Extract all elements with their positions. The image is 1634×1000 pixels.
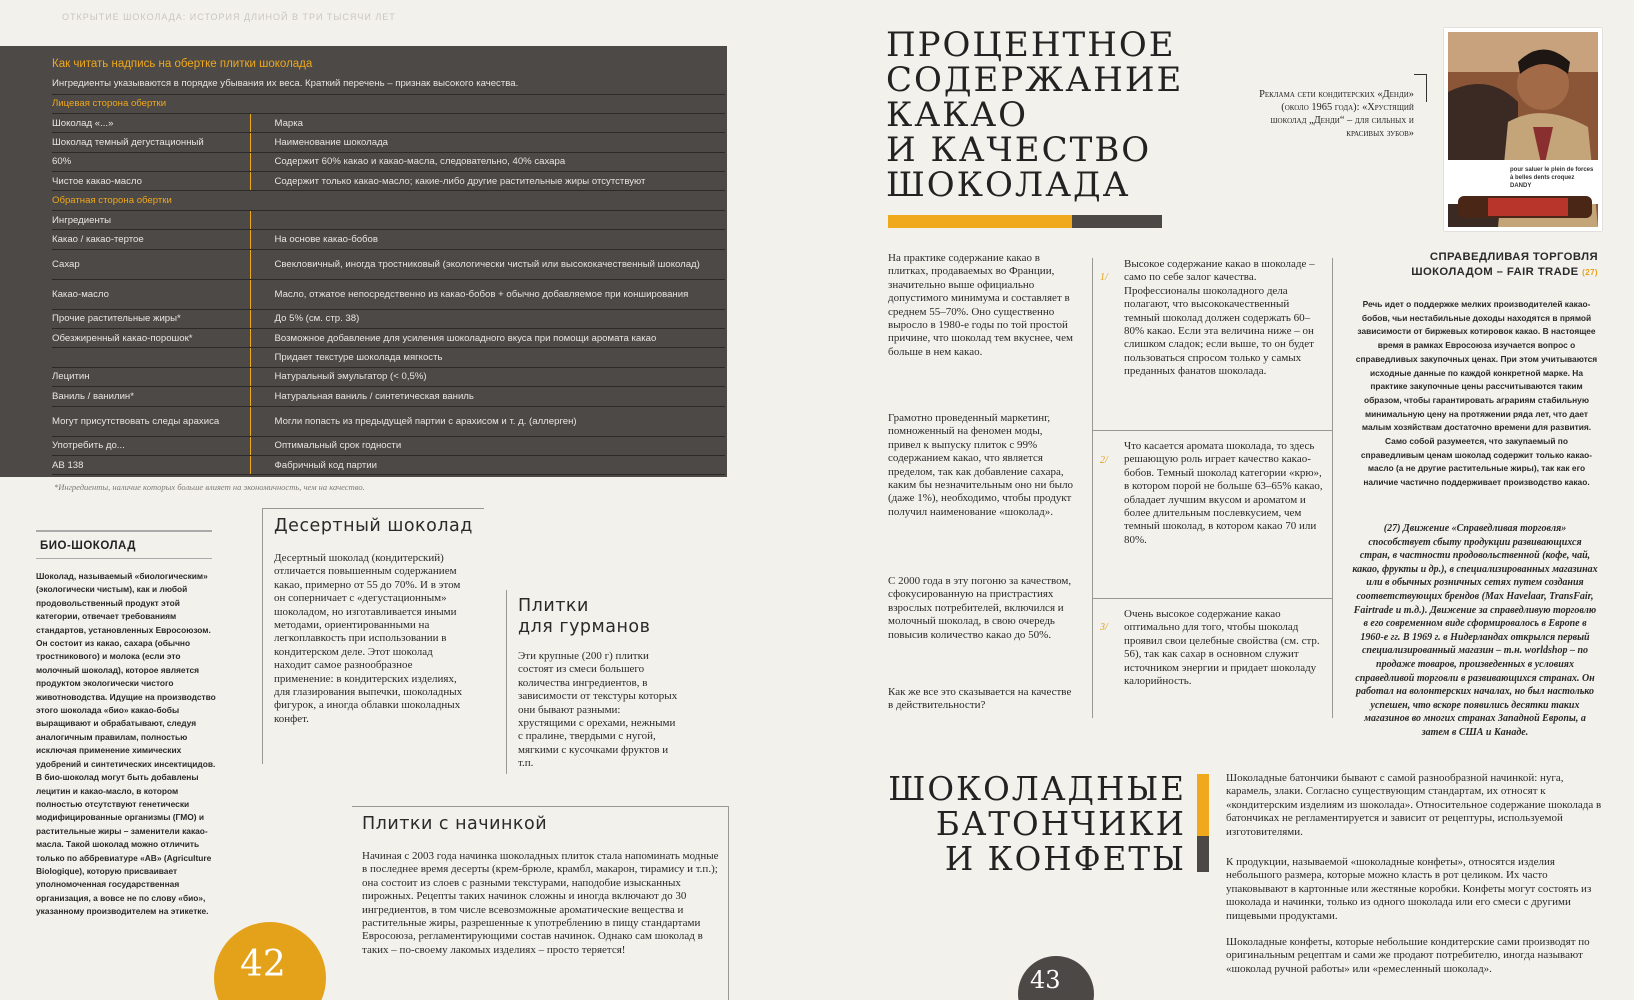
cocoa-title <box>886 25 1184 205</box>
table-row <box>52 249 725 279</box>
cocoa-title-line: ШОКОЛАДА <box>886 165 1131 205</box>
table-row <box>52 367 725 386</box>
fair-trade-ref: (27) <box>1582 268 1598 277</box>
bio-heading: БИО-ШОКОЛАД <box>40 540 136 552</box>
bars-gray-bar <box>1197 836 1209 872</box>
cocoa-para-4: Как же все это сказывается на качестве в действительности? <box>888 686 1072 712</box>
cocoa-title-line: СОДЕРЖАНИЕ <box>886 60 1184 100</box>
table-term-cell: Сахар <box>52 249 250 279</box>
gourmet-heading-line1: Плитки <box>518 596 589 616</box>
table-row <box>52 152 725 171</box>
gourmet-body: Эти крупные (200 г) плитки состоят из смеси большего количества ингредиентов, в зависимости от текстуры которых они бывают разными: хрустящими с орехами, нежными с пралине, твердыми с нугой, мягкими с кусочками фруктов и т.п. <box>518 650 678 770</box>
fair-trade-title: СПРАВЕДЛИВАЯ ТОРГОВЛЯ ШОКОЛАДОМ – FAIR TRADE <box>1411 251 1598 278</box>
point-1-text: Высокое содержание какао в шоколаде – само по себе залог качества. Профессионалы шоколадного дела полагают, что высококачественный темный шоколад должен содержать 60–80% какао. Если эта величина ниже – он слишком сладок; если выше, то он будет пользоваться спросом только у самых преданных фанатов шоколада. <box>1124 258 1315 378</box>
page-number-left: 42 <box>240 944 286 985</box>
table-row <box>52 348 725 367</box>
bio-body: Шоколад, называемый «биологическим» (экологически чистым), как и любой продовольственный продукт этой категории, отвечает требованиям стандартов, установленных Евросоюзом. Он состоит из какао, сахара (обычно тростникового) и молока (если это молочный шоколад), которое является продуктом экологически чистого животноводства. Идущие на производство этого шоколада «био» какао-бобы выращивают и обрабатывают, следуя аналогичным правилам, полностью исключая применение химических удобрений и синтетических инсектицидов. В био-шоколад могут быть добавлены лецитин и какао-масло, в котором полностью отсутствуют генетически модифицированные организмы (ГМО) и растительные жиры – заменители какао-масла. Такой шоколад можно отличить только по аббревиатуре «AB» (Agriculture Biologique), которую присваивает уполномоченная госудаpственная организация, а вовсе не по слову «био», указанному производителем на этикетке. <box>36 571 216 917</box>
section-header-back <box>52 191 725 210</box>
table-row <box>52 309 725 328</box>
title-bar-accent <box>888 215 1072 228</box>
table-desc-cell: На основе какао-бобов <box>250 230 725 249</box>
gourmet-vrule <box>506 590 507 774</box>
point-2-marker: 2/ <box>1100 455 1108 466</box>
point-3-text: Очень высокое содержание какао оптимально для того, чтобы шоколад проявил свои целебные свойства (см. стр. 56), так как сахар в основном служит источником энергии и придает шоколаду калорийность. <box>1124 608 1320 688</box>
bio-heading-rule <box>36 558 212 559</box>
bars-title-line: И КОНФЕТЫ <box>944 840 1186 878</box>
bars-para-1: Шоколадные батончики бывают с самой разнообразной начинкой: нуга, карамель, злаки. Согласно существующим стандартам, их относят к «кондитерским изделиям из шоколада». Относительное содержание шоколада в батончиках не регламентируется и зависит от рецептуры, используемой изготовителями. <box>1226 772 1602 838</box>
running-head: ОТКРЫТИЕ ШОКОЛАДА: ИСТОРИЯ ДЛИНОЙ В ТРИ ТЫСЯЧИ ЛЕТ <box>62 12 396 22</box>
bars-para-3: Шоколадные конфеты, которые небольшие кондитерские сами производят по оригинальным рецептам и сами же продают потребителю, иногда называют «шоколад ручной работы» или «ремесленный шоколад». <box>1226 936 1590 975</box>
table-desc-cell: Фабричный код партии <box>250 455 725 474</box>
gourmet-heading <box>518 596 650 638</box>
filled-body: Начиная с 2003 года начинка шоколадных плиток стала напоминать модные в последнее время десерты (крем-брюле, крамбл, макарон, тирамису и т.п.); она состоит из слоев с разными текстурами, наподобие изысканных пирожных. Рецепты таких начинок сложны и иногда включают до 30 ингредиентов, в том числе всевозможные ароматические вещества и растительные жиры, разрешенные к употреблению в пищу стандартами Евросоюза, регламентирующими состав начинок. Однако сам шоколад в таких – по-своему лакомых изделиях – просто теряется! <box>362 850 719 956</box>
table-row <box>52 329 725 348</box>
table-term-cell: Могут присутствовать следы арахиса <box>52 406 250 436</box>
filled-heading: Плитки с начинкой <box>362 814 548 834</box>
table-row <box>52 133 725 152</box>
table-desc-cell <box>250 210 725 229</box>
filled-vrule <box>728 806 729 1000</box>
dessert-heading: Десертный шоколад <box>274 516 473 536</box>
points-divider-1 <box>1092 430 1332 431</box>
page-number-right: 43 <box>1030 966 1061 994</box>
fair-trade-body: Речь идет о поддержке мелких производителей какао-бобов, чьи нестабильные доходы находятся в прямой зависимости от биржевых котировок какао. В настоящее время в рамках Евросоюза изучается вопрос о справедливых закупочных ценах. При этом учитываются исходные данные по каждой конкретной марке. На практике закупочные цены рассчитываются таким образом, чтобы гарантировать аграриям стабильную минимальную цену на протяжении ряда лет, что дает малым хозяйствам достаточно времени для развития. Само собой разумеется, что закупаемый по справедливым ценам шоколад содержит только какао-масло (а не другие растительные жиры), так как его наличие частично поддерживает производство какао. <box>1355 299 1598 488</box>
label-reading-panel <box>0 46 727 477</box>
table-desc-cell: До 5% (см. стр. 38) <box>250 309 725 328</box>
table-row <box>52 113 725 132</box>
bars-title-line: БАТОНЧИКИ <box>935 805 1186 843</box>
table-term-cell: 60% <box>52 152 250 171</box>
fair-trade-heading <box>1360 250 1598 280</box>
table-desc-cell: Наименование шоколада <box>250 133 725 152</box>
bars-para-2: К продукции, называемой «шоколадные конфеты», относятся изделия небольшого размера, которые можно класть в рот целиком. Их часто упаковывают в картонные или жестяные коробки. Конфеты могут состоять из шоколада и начинки, только из одного шоколада или его смеси с другими пищевыми продуктами. <box>1226 856 1592 922</box>
table-term-cell: Употребить до... <box>52 436 250 455</box>
point-1-marker: 1/ <box>1100 272 1108 283</box>
table-row <box>52 387 725 406</box>
cocoa-para-3: С 2000 года в эту погоню за качеством, сфокусированную на пристрастиях взрослых потребителей, включился и молочный шоколад, в свою очередь повысив количество какао до 50%. <box>888 575 1072 641</box>
point-3-marker: 3/ <box>1100 622 1108 633</box>
ad-caption-vrule <box>1426 74 1427 102</box>
table-desc-cell: Содержит 60% какао и какао-масла, следовательно, 40% сахара <box>250 152 725 171</box>
table-row <box>52 436 725 455</box>
label-table <box>52 74 725 475</box>
table-desc-cell: Придает текстуре шоколада мягкость <box>250 348 725 367</box>
table-term-cell: Чистое какао-масло <box>52 172 250 191</box>
table-intro: Ингредиенты указываются в порядке убывания их веса. Краткий перечень – признак высокого качества. <box>52 74 725 94</box>
table-term-cell: Шоколад темный дегустационный <box>52 133 250 152</box>
table-intro-row <box>52 74 725 94</box>
table-desc-cell: Могли попасть из предыдущей партии с арахисом и т. д. (аллерген) <box>250 406 725 436</box>
table-desc-cell: Масло, отжатое непосредственно из какао-бобов + обычно добавляемое при конширования <box>250 279 725 309</box>
section-header-back-label: Обратная сторона обертки <box>52 191 725 210</box>
title-bar-gray <box>1072 215 1162 228</box>
ad-caption: Реклама сети кондитерских «Денди» (около 1965 года): «Хрустящий шоколад „Денди“ – для сильных и красивых зубов» <box>1259 89 1414 139</box>
filled-top-rule <box>352 806 728 807</box>
cocoa-title-line: И КАЧЕСТВО <box>886 130 1152 170</box>
table-term-cell <box>52 348 250 367</box>
table-row <box>52 279 725 309</box>
bio-top-rule <box>36 530 212 532</box>
point-2-text: Что касается аромата шоколада, то здесь решающую роль играет качество какао-бобов. Темный шоколад категории «крю», в котором порой не больше 63–65% какао, обладает лучшим вкусом и ароматом и более длительным послевкусием, чем темный шоколад, в котором какао 70 или 80%. <box>1124 440 1323 546</box>
table-term-cell: Обезжиренный какао-порошок* <box>52 329 250 348</box>
gourmet-heading-line2: для гурманов <box>518 617 651 637</box>
points-divider-2 <box>1092 598 1332 599</box>
table-desc-cell: Оптимальный срок годности <box>250 436 725 455</box>
dandy-ad-photo <box>1444 28 1602 231</box>
table-row <box>52 455 725 474</box>
table-term-cell: Лецитин <box>52 367 250 386</box>
section-header-front <box>52 94 725 113</box>
bars-title <box>886 772 1186 877</box>
cocoa-title-line: ПРОЦЕНТНОЕ <box>886 25 1176 65</box>
ad-photo-text: pour saluer le plein de forces à belles dents croquez DANDY <box>1510 167 1594 189</box>
table-term-cell: Ингредиенты <box>52 210 250 229</box>
fair-trade-footnote: (27) Движение «Справедливая торговля» способствует сбыту продукции развивающихся стран, в частности продовольственной (кофе, чай, какао, фрукты и др.), в специализированных магазинах или в обычных розничных сетях путем создания соответствующих брендов (Max Havelaar, TransFair, Fairtrade и т.д.). Движение за справедливую торговлю в его современном виде сформировалось в Европе в 1960-е гг. В 1969 г. в Нидерландах открылся первый специализированный магазин – т.н. worldshop – по продаже товаров, произведенных в условиях справедливой торговли в развивающихся странах. Он работал на волонтерских началах, но был настолько успешен, что вскоре появились десятки таких магазинов во многих странах Западной Европы, а затем в США и Канаде. <box>1352 523 1598 738</box>
points-vrule <box>1092 258 1093 718</box>
bars-title-line: ШОКОЛАДНЫЕ <box>888 770 1186 808</box>
table-term-cell: Какао-масло <box>52 279 250 309</box>
dessert-top-rule <box>262 508 484 509</box>
table-desc-cell: Свекловичный, иногда тростниковый (экологически чистый или высококачественный шоколад) <box>250 249 725 279</box>
table-term-cell: Ваниль / ванилин* <box>52 387 250 406</box>
ad-caption-tick <box>1414 74 1426 75</box>
table-row <box>52 406 725 436</box>
table-desc-cell: Возможное добавление для усиления шоколадного вкуса при помощи аромата какао <box>250 329 725 348</box>
table-row <box>52 172 725 191</box>
table-desc-cell: Марка <box>250 113 725 132</box>
section-header-front-label: Лицевая сторона обертки <box>52 94 725 113</box>
panel-title: Как читать надпись на обертке плитки шоколада <box>52 58 313 70</box>
table-row <box>52 210 725 229</box>
ad-photo-illustration <box>1448 32 1598 227</box>
table-desc-cell: Натуральный эмульгатор (< 0,5%) <box>250 367 725 386</box>
table-desc-cell: Содержит только какао-масло; какие-либо другие растительные жиры отсутствуют <box>250 172 725 191</box>
cocoa-para-1: На практике содержание какао в плитках, продаваемых во Франции, значительно выше официально допустимого минимума и составляет в среднем 55–70%. Оно существенно выросло в 1980-е годы по той простой причине, что шоколад тем вкуснее, чем больше в нем какао. <box>888 252 1073 358</box>
table-row <box>52 230 725 249</box>
table-desc-cell: Натуральная ваниль / синтетическая ваниль <box>250 387 725 406</box>
table-footnote: *Ингредиенты, наличие которых больше влияет на экономичность, чем на качество. <box>54 482 365 492</box>
table-term-cell: Шоколад «...» <box>52 113 250 132</box>
table-term-cell: Прочие растительные жиры* <box>52 309 250 328</box>
cocoa-para-2: Грамотно проведенный маркетинг, помноженный на феномен моды, привел к выпуску плиток с 99% содержанием какао, что является пределом, так как добавление сахара, каким бы незначительным оно ни было (даже 1%), необходимо, чтобы продукт получил наименование «шоколад». <box>888 412 1074 518</box>
dessert-vrule <box>262 508 263 764</box>
dessert-body: Десертный шоколад (кондитерский) отличается повышенным содержанием какао, примерно от 55 до 70%. И в этом он соперничает с «дегустационным» шоколадом, но изготавливается иными методами, ориентированными на легкоплавкость при использовании в кондитерском деле. Этот шоколад находит самое разнообразное применение: в кондитерских изделиях, для глазирования выпечки, шоколадных фигурок, а иногда облавки шоколадных конфет. <box>274 552 463 725</box>
points-right-vrule <box>1332 258 1333 718</box>
cocoa-title-line: КАКАО <box>886 95 1028 135</box>
table-term-cell: AB 138 <box>52 455 250 474</box>
table-term-cell: Какао / какао-тертое <box>52 230 250 249</box>
